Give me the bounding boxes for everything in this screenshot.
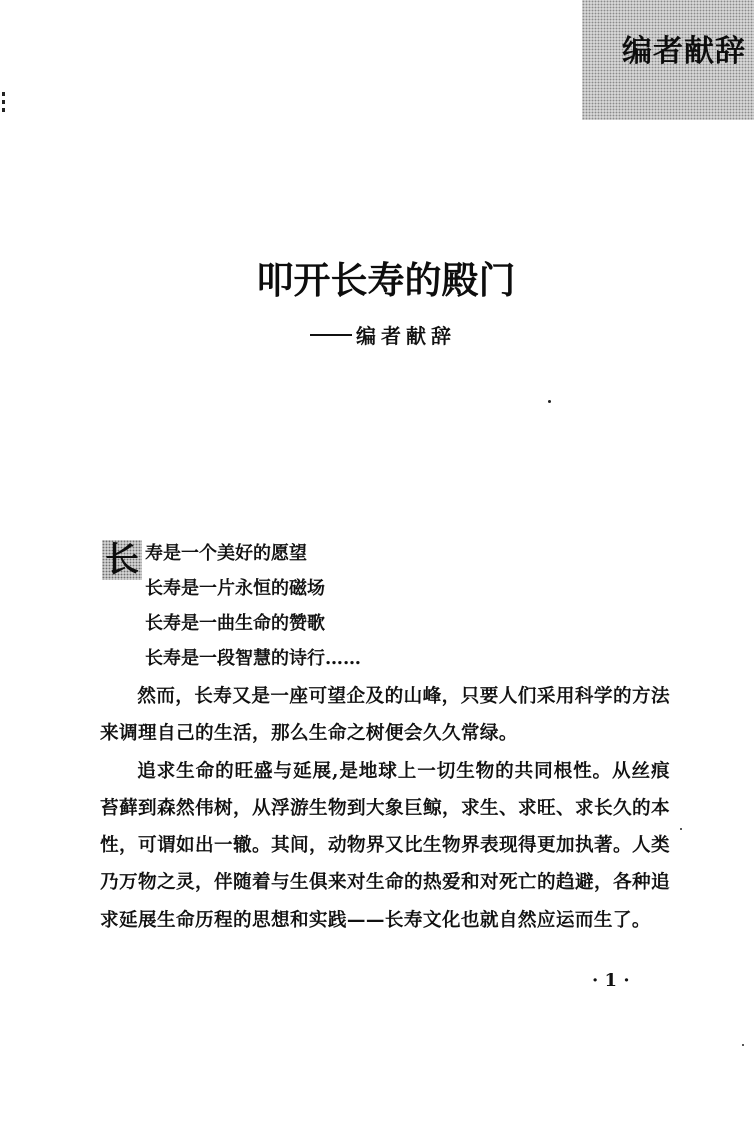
- page-title: [0, 250, 754, 304]
- scan-mark: [2, 100, 5, 104]
- scan-mark: [2, 108, 5, 112]
- poem-line: 长寿是一曲生命的赞歌: [145, 613, 325, 634]
- page-title-text: 叩开长寿的殿门: [256, 258, 516, 302]
- section-header-tab: [582, 0, 754, 120]
- margin-scan-marks: [2, 92, 6, 132]
- section-header-label: 编者献辞: [622, 34, 746, 69]
- scan-speck: [548, 400, 551, 403]
- poem-line: 长寿是一段智慧的诗行……: [145, 648, 361, 669]
- drop-cap: 长: [102, 540, 142, 580]
- em-dash-rule: [310, 334, 352, 336]
- scan-speck: [680, 828, 682, 830]
- page-subtitle: [310, 320, 456, 349]
- page-number: · 1 ·: [592, 970, 630, 991]
- scan-mark: [2, 92, 5, 96]
- paragraph: 追求生命的旺盛与延展,是地球上一切生物的共同根性。从丝痕苔藓到森然伟树，从浮游生物到大象巨鲸，求生、求旺、求长久的本性，可谓如出一辙。其间，动物界又比生物界表现得更加执著。人类乃万物之灵，伴随着与生俱来对生命的热爱和对死亡的趋避，各种追求延展生命历程的思想和实践——长寿文化也就自然应运而生了。: [100, 760, 670, 931]
- poem-line: 长寿是一片永恒的磁场: [145, 578, 325, 599]
- opening-poem: [145, 536, 361, 676]
- poem-line: 寿是一个美好的愿望: [145, 543, 307, 564]
- scan-speck: [742, 1044, 744, 1046]
- subtitle-text: 编者献辞: [356, 324, 456, 348]
- paragraph: 然而，长寿又是一座可望企及的山峰，只要人们采用科学的方法来调理自己的生活，那么生命之树便会久久常绿。: [100, 686, 670, 745]
- body-text: [100, 678, 670, 939]
